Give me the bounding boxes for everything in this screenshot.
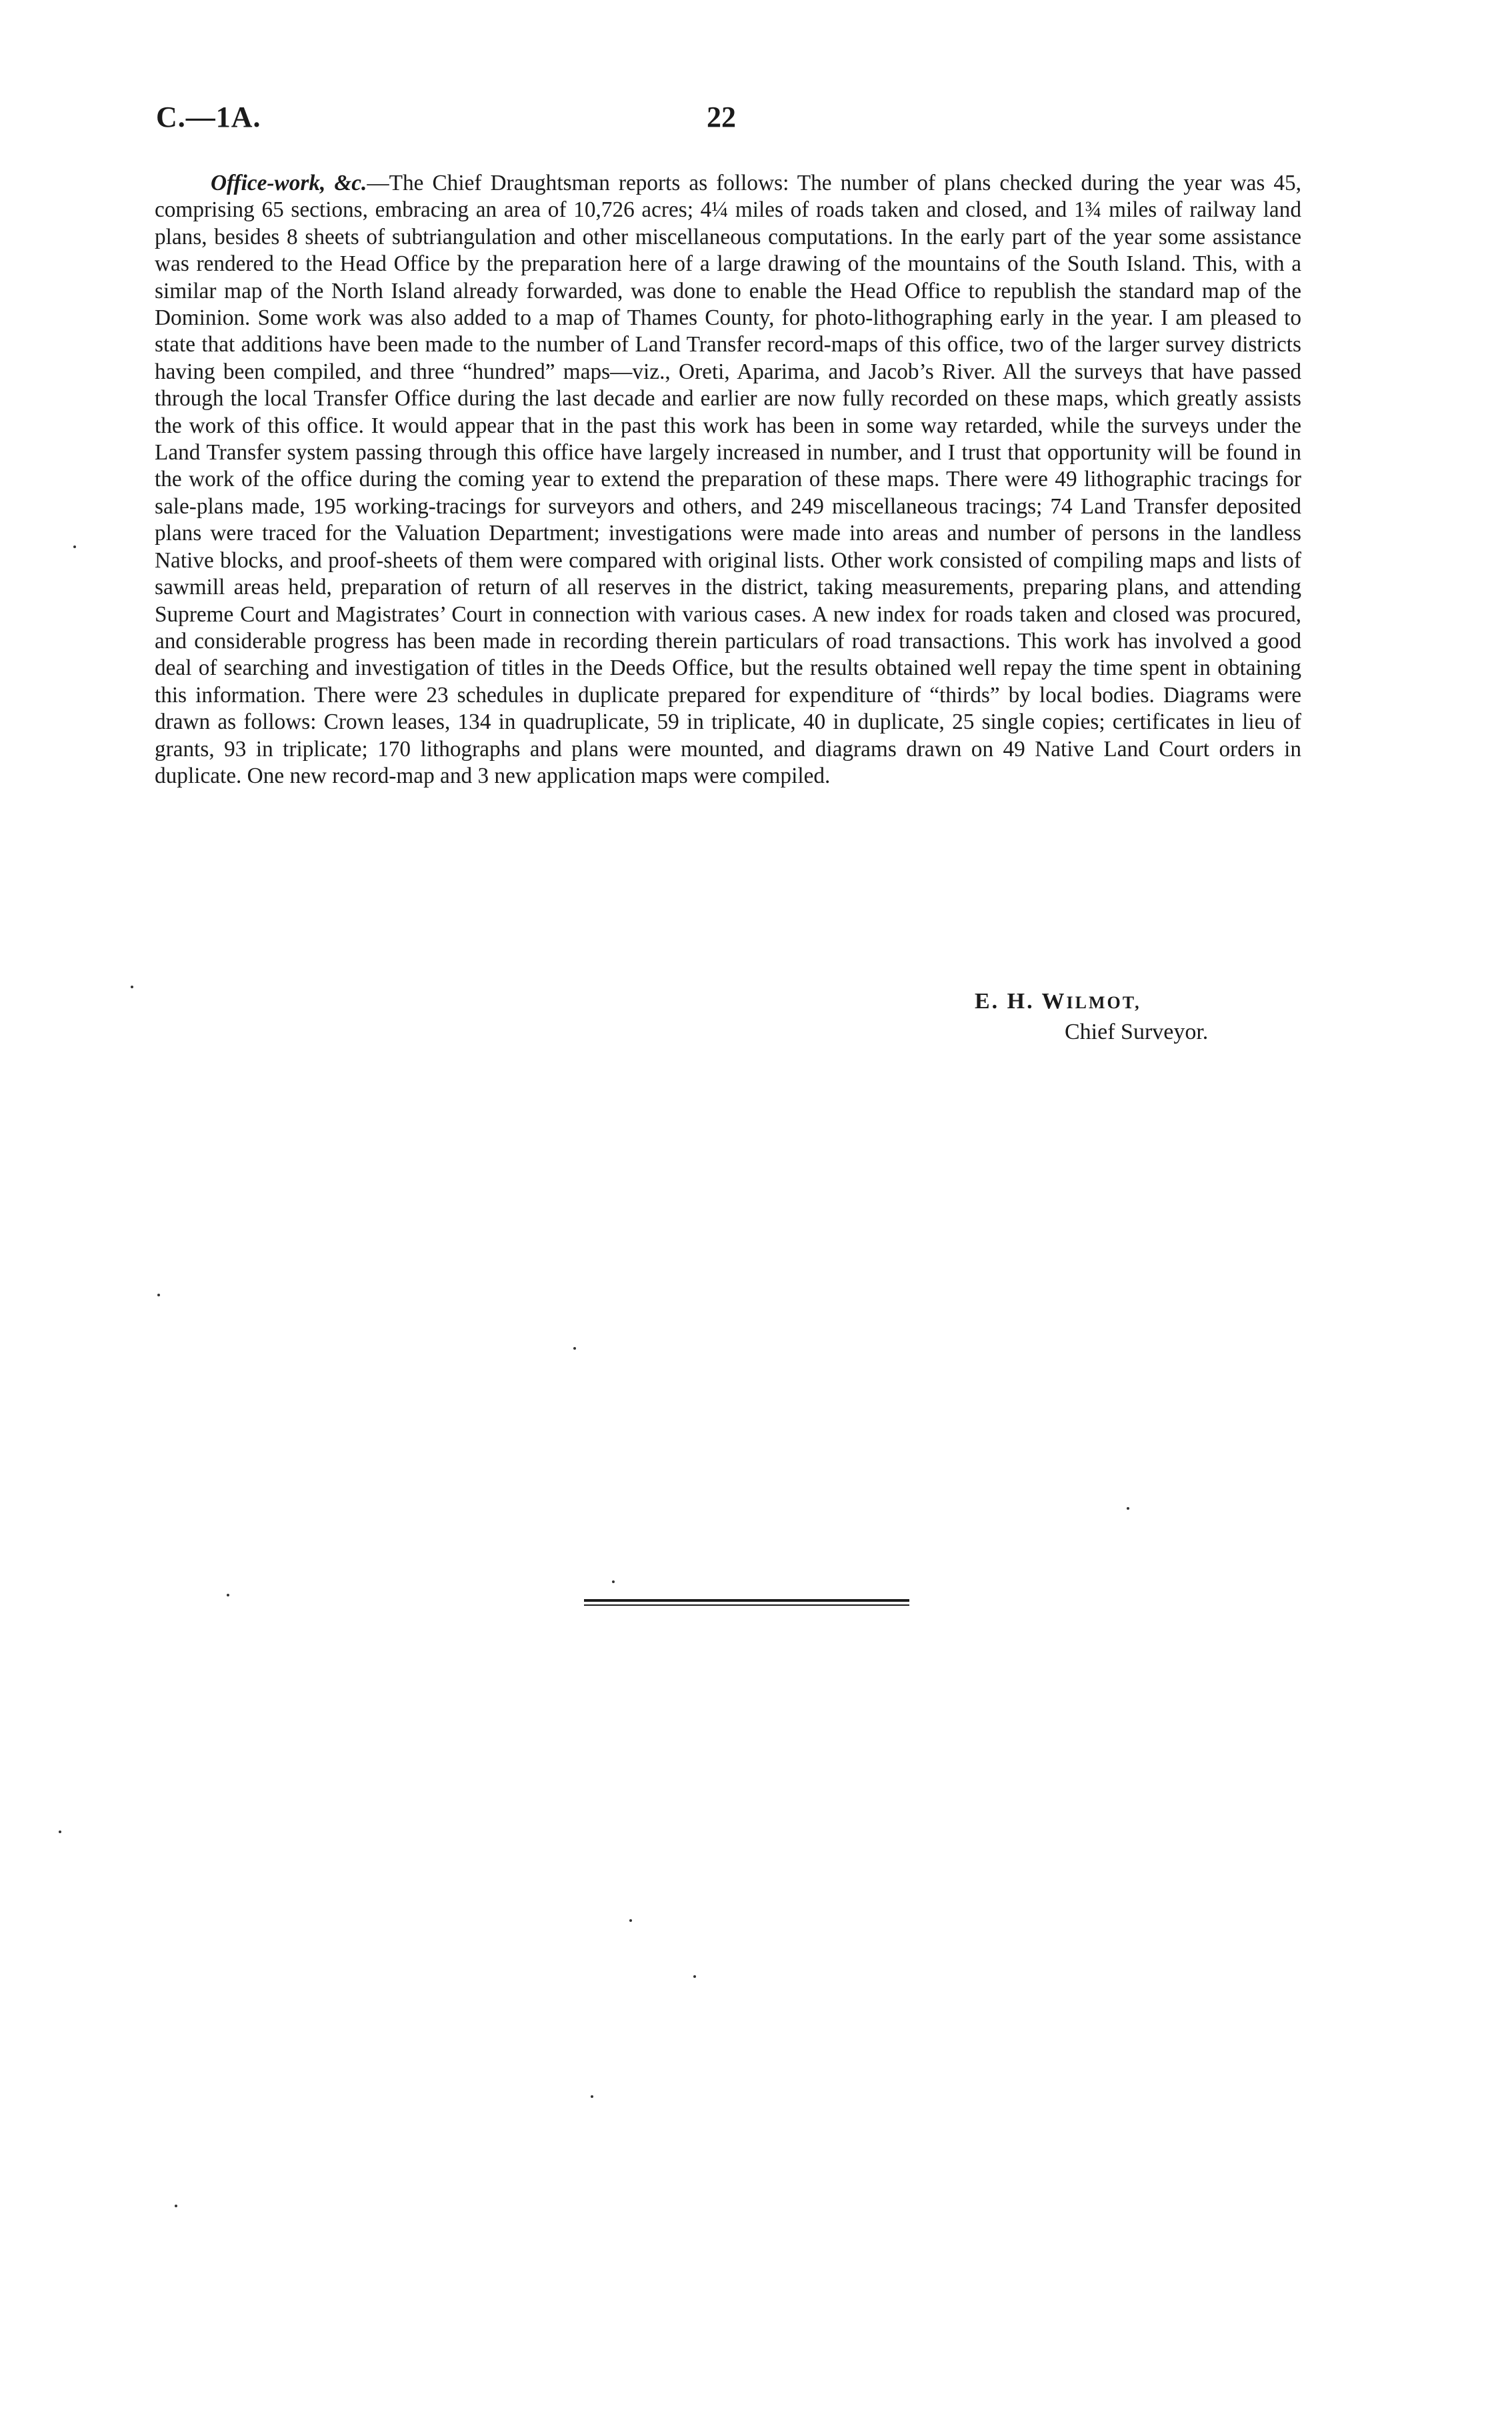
scan-speck	[131, 986, 133, 988]
scan-speck	[59, 1831, 61, 1833]
scan-speck	[573, 1347, 576, 1350]
page-header	[0, 100, 1512, 147]
scan-speck	[157, 1294, 160, 1296]
page-number: 22	[707, 101, 736, 133]
paragraph-text: —The Chief Draughtsman reports as follows: The number of plans checked during the year was 45, comprising 65 sections, embracing an area of 10,726 acres; 4¼ miles of roads taken and closed, and 1¾ miles of railway land plans, besides 8 sheets of subtriangulation and other miscellaneous computations. In the early part of the year some assistance was rendered to the Head Office by the preparation here of a large drawing of the mountains of the South Island. This, with a similar map of the North Island already forwarded, was done to enable the Head Office to republish the standard map of the Dominion. Some work was also added to a map of Thames County, for photo-lithographing early in the year. I am pleased to state that additions have been made to the number of Land Transfer record-maps of this office, two of the larger survey districts having been compiled, and three “hundred” maps—viz., Oreti, Aparima, and Jacob’s River. All the surveys that have passed through the local Transfer Office during the last decade and earlier are now fully recorded on these maps, which greatly assists the work of this office. It would appear that in the past this work has been in some way retarded, while the surveys under the Land Transfer system passing through this office have largely increased in number, and I trust that opportunity will be found in the work of the office during the coming year to extend the preparation of these maps. There were 49 lithographic tracings for sale-plans made, 195 working-tracings for surveyors and others, and 249 miscellaneous tracings; 74 Land Transfer deposited plans were traced for the Valuation Department; investigations were made into areas and number of persons in the landless Native blocks, and proof-sheets of them were compared with original lists. Other work consisted of compiling maps and lists of sawmill areas held, preparation of return of all reserves in the district, taking measurements, preparing plans, and attending Supreme Court and Magistrates’ Court in connection with various cases. A new index for roads taken and closed was procured, and considerable progress has been made in recording therein particulars of road transactions. This work has involved a good deal of searching and investigation of titles in the Deeds Office, but the results obtained well repay the time spent in obtaining this information. There were 23 schedules in duplicate prepared for expenditure of “thirds” by local bodies. Diagrams were drawn as follows: Crown leases, 134 in quadruplicate, 59 in triplicate, 40 in duplicate, 25 single copies; certificates in lieu of grants, 93 in triplicate; 170 lithographs and plans were mounted, and diagrams drawn on 49 Native Land Court orders in duplicate. One new record-map and 3 new application maps were compiled.	[155, 171, 1301, 788]
signatory-initials: E. H. W	[975, 989, 1067, 1014]
signatory-title: Chief Surveyor.	[1065, 1020, 1209, 1044]
scan-speck	[227, 1594, 229, 1596]
document-reference-code: C.—1A.	[156, 101, 261, 133]
report-paragraph	[155, 170, 1301, 790]
closing-rule-thick	[584, 1599, 909, 1602]
scan-speck	[629, 1919, 632, 1922]
paragraph-lead-in: Office-work, &c.	[211, 171, 367, 195]
signatory-surname-rest: ILMOT,	[1066, 993, 1141, 1012]
closing-rule-thin	[584, 1604, 909, 1606]
scan-speck	[591, 2095, 593, 2098]
signature-block	[975, 987, 1308, 1047]
scan-speck	[693, 1975, 696, 1978]
scan-speck	[1127, 1507, 1129, 1510]
scan-speck	[175, 2205, 177, 2207]
scan-speck	[73, 545, 76, 548]
scan-speck	[612, 1580, 615, 1583]
signatory-name	[975, 987, 1308, 1018]
